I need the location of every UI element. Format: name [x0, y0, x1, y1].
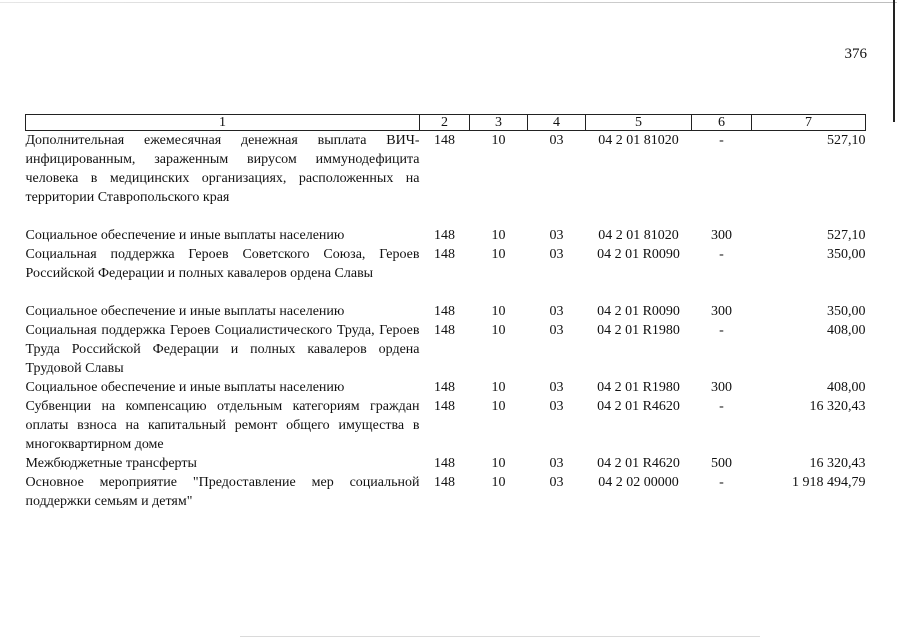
row-name: Основное мероприятие "Предоставление мер социальной поддержки семьям и детям" [25, 475, 420, 509]
row-target-code: 04 2 01 81020 [598, 228, 679, 243]
row-amount: 16 320,43 [809, 456, 866, 471]
row-target-code: 04 2 01 R4620 [597, 456, 680, 471]
row-section: 10 [491, 323, 506, 338]
row-admin-code: 148 [434, 323, 455, 338]
table-row [26, 302, 866, 321]
row-subsection: 03 [549, 228, 564, 243]
row-subsection: 03 [549, 323, 564, 338]
header-col-1: 1 [26, 115, 420, 131]
row-name: Субвенции на компенсацию отдельным категориям граждан оплаты взноса на капитальный ремонт общего имущества в многоквартирном доме [25, 399, 420, 452]
row-spacer [26, 207, 866, 226]
row-subsection: 03 [549, 456, 564, 471]
scan-edge-right [893, 0, 895, 122]
header-col-4: 4 [528, 115, 586, 131]
row-target-code: 04 2 01 R0090 [597, 304, 680, 319]
row-expense-type: - [719, 399, 724, 414]
row-amount: 16 320,43 [809, 399, 866, 414]
row-amount: 408,00 [827, 380, 866, 395]
header-col-2: 2 [420, 115, 470, 131]
row-subsection: 03 [549, 304, 564, 319]
row-admin-code: 148 [434, 399, 455, 414]
header-col-6: 6 [692, 115, 752, 131]
row-expense-type: 300 [711, 304, 732, 319]
row-subsection: 03 [549, 133, 564, 148]
row-section: 10 [491, 304, 506, 319]
row-section: 10 [491, 475, 506, 490]
row-expense-type: - [719, 475, 724, 490]
row-target-code: 04 2 01 R1980 [597, 380, 680, 395]
row-subsection: 03 [549, 247, 564, 262]
row-expense-type: - [719, 247, 724, 262]
scan-edge-top [0, 2, 897, 3]
row-name: Социальное обеспечение и иные выплаты населению [25, 304, 345, 319]
scan-edge-bottom [240, 636, 760, 637]
table-row [26, 131, 866, 208]
row-admin-code: 148 [434, 228, 455, 243]
row-admin-code: 148 [434, 380, 455, 395]
row-expense-type: - [719, 133, 724, 148]
row-amount: 350,00 [827, 304, 866, 319]
row-section: 10 [491, 399, 506, 414]
row-amount: 350,00 [827, 247, 866, 262]
table-row [26, 245, 866, 283]
row-section: 10 [491, 456, 506, 471]
row-amount: 1 918 494,79 [792, 475, 866, 490]
row-target-code: 04 2 01 R4620 [597, 399, 680, 414]
header-col-5: 5 [586, 115, 692, 131]
row-name: Социальное обеспечение и иные выплаты населению [25, 228, 345, 243]
row-target-code: 04 2 01 R1980 [597, 323, 680, 338]
row-spacer [26, 283, 866, 302]
row-name: Социальная поддержка Героев Советского Союза, Героев Российской Федерации и полных кавалеров ордена Славы [25, 247, 420, 281]
row-expense-type: - [719, 323, 724, 338]
row-admin-code: 148 [434, 133, 455, 148]
row-name: Социальная поддержка Героев Социалистического Труда, Героев Труда Российской Федерации и полных кавалеров ордена Трудовой Славы [25, 323, 420, 376]
table-row [26, 397, 866, 454]
row-subsection: 03 [549, 475, 564, 490]
row-amount: 527,10 [827, 133, 866, 148]
row-expense-type: 500 [711, 456, 732, 471]
row-target-code: 04 2 02 00000 [598, 475, 679, 490]
row-section: 10 [491, 228, 506, 243]
budget-table [25, 114, 866, 511]
row-admin-code: 148 [434, 475, 455, 490]
row-amount: 527,10 [827, 228, 866, 243]
row-section: 10 [491, 247, 506, 262]
row-expense-type: 300 [711, 380, 732, 395]
row-name: Дополнительная ежемесячная денежная выплата ВИЧ-инфицированным, зараженным вирусом иммунодефицита человека в медицинских организациях, расположенных на территории Ставропольского края [25, 133, 420, 205]
table-row [26, 321, 866, 378]
row-target-code: 04 2 01 R0090 [597, 247, 680, 262]
header-col-7: 7 [752, 115, 866, 131]
row-admin-code: 148 [434, 247, 455, 262]
row-section: 10 [491, 133, 506, 148]
row-name: Социальное обеспечение и иные выплаты населению [25, 380, 345, 395]
row-section: 10 [491, 380, 506, 395]
row-expense-type: 300 [711, 228, 732, 243]
header-col-3: 3 [470, 115, 528, 131]
table-row [26, 378, 866, 397]
row-amount: 408,00 [827, 323, 866, 338]
row-subsection: 03 [549, 380, 564, 395]
table-row [26, 226, 866, 245]
page-number: 376 [844, 46, 867, 62]
row-target-code: 04 2 01 81020 [598, 133, 679, 148]
table-header-row [26, 115, 866, 131]
table-row [26, 473, 866, 511]
row-admin-code: 148 [434, 304, 455, 319]
row-name: Межбюджетные трансферты [25, 456, 197, 471]
row-subsection: 03 [549, 399, 564, 414]
table-row [26, 454, 866, 473]
row-admin-code: 148 [434, 456, 455, 471]
